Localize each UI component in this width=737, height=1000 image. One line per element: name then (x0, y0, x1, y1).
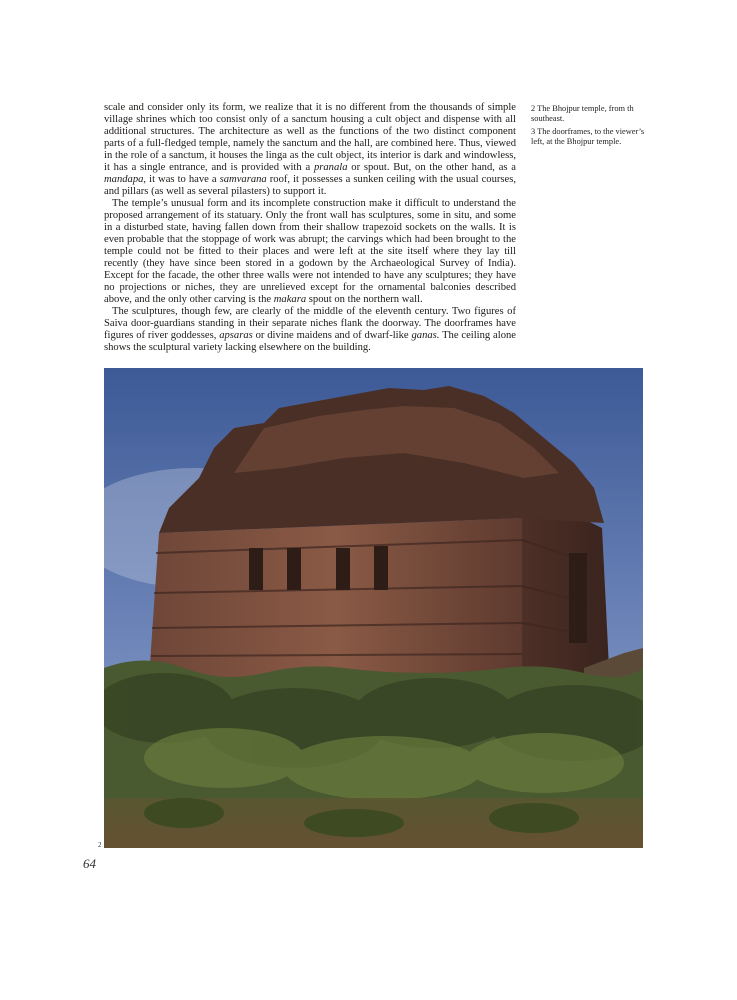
captions (531, 104, 647, 150)
figure-number: 2 (98, 841, 102, 849)
p3-italic-ganas: ganas. (411, 330, 440, 341)
p3-text-2: or divine maidens and of dwarf-like (252, 330, 412, 341)
p1-text-4: roof, it possesses a sunken ceiling with the usual courses, and pillars (as well as several pilasters) to support it. (104, 174, 516, 197)
page-number: 64 (83, 856, 96, 871)
p1-text-2: or spout. But, on the other hand, as a (347, 162, 517, 173)
p2-text-1: The temple’s unusual form and its incomplete construction make it difficult to understand the proposed arrangement of its statuary. Only the front wall has sculptures, some in situ, and some in a disturbed state, having fallen down from their shallow trapezoid sockets on the walls. It is even probable that the stoppage of work was abrupt; the carvings which had been brought to the temple could not be fitted to their places and were left at the site itself where they lay till recently (they have since been stored in a godown by the Archaeological Survey of India). Except for the facade, the other three walls were not intended to have any sculptures; they have no projections or niches, they are unrelieved except for the ornamental balconies described above, and the only other carving is the (104, 198, 516, 305)
p3-italic-apsaras: apsaras (219, 330, 253, 341)
p3-text-1: The sculptures, though few, are clearly of the middle of the eleventh century. Two figures of Saiva door-guardians standing in their separate niches flank the doorway. The doorframes have figures of river goddesses, (104, 306, 516, 341)
caption-3: 3 The doorframes, to the viewer’s left, at the Bhojpur temple. (531, 127, 645, 146)
p3-text-3: The ceiling alone shows the sculptural variety lacking elsewhere on the building. (104, 330, 516, 353)
p2-text-2: spout on the northern wall. (306, 294, 423, 305)
p1-italic-samvarana: samvarana (219, 174, 267, 185)
body-text (104, 102, 516, 354)
temple-photograph (104, 368, 643, 848)
p2-italic-makara: makara (273, 294, 307, 305)
paragraph-2 (104, 198, 516, 306)
p1-text-3: it was to have a (146, 174, 220, 185)
p1-italic-mandapa: mandapa, (104, 174, 147, 185)
paragraph-3 (104, 306, 516, 354)
p1-italic-pranala: pranala (313, 162, 348, 173)
caption-2: 2 The Bhojpur temple, from th southeast. (531, 104, 634, 123)
paragraph-1 (104, 102, 516, 198)
p1-text-1: scale and consider only its form, we realize that it is no different from the thousands of simple village shrines which too consist only of a sanctum housing a cult object and dispense with all additional structures. The architecture as well as the functions of the two distinct component parts of a full-fledged temple, namely the sanctum and the hall, are combined here. Thus, viewed in the role of a sanctum, it houses the linga as the cult object, its interior is dark and windowless, it has a single entrance, and is provided with a (104, 102, 516, 173)
